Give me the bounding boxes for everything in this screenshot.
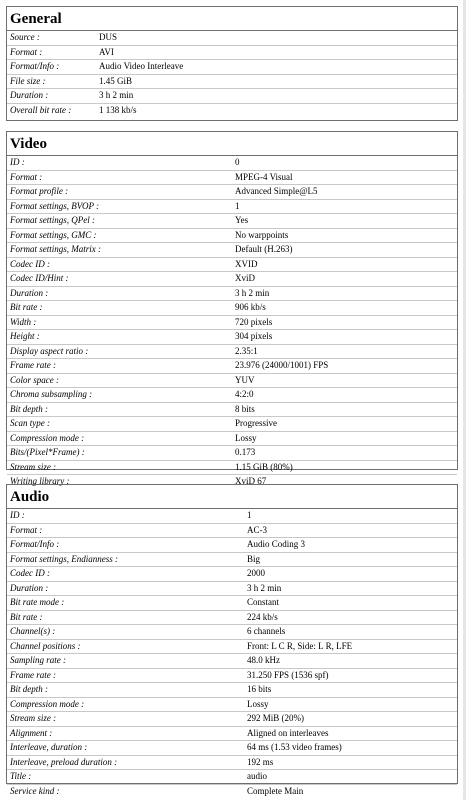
section-title-video: Video (7, 132, 457, 156)
table-row (7, 523, 457, 538)
table-row (7, 509, 457, 523)
table-row (7, 286, 457, 301)
field-value: Audio Video Interleave (96, 60, 457, 75)
table-row (7, 417, 457, 432)
field-value: 224 kb/s (244, 610, 457, 625)
field-value: Big (244, 552, 457, 567)
table-row (7, 552, 457, 567)
table-row (7, 170, 457, 185)
field-value: audio (244, 770, 457, 785)
table-row (7, 460, 457, 475)
field-value: Complete Main (247, 785, 304, 796)
field-label: Compression mode : (7, 431, 232, 446)
field-label: File size : (7, 74, 96, 89)
table-row (7, 581, 457, 596)
table-row (7, 243, 457, 258)
field-label: ID : (7, 509, 244, 523)
field-label: Height : (7, 330, 232, 345)
field-value: 3 h 2 min (96, 89, 457, 104)
field-label: Overall bit rate : (10, 104, 72, 115)
field-label: Title : (7, 770, 244, 785)
field-value: 0 (232, 156, 457, 170)
table-row (7, 610, 457, 625)
field-label: Stream size : (7, 712, 244, 727)
table-row (7, 373, 457, 388)
field-value: MPEG-4 Visual (232, 170, 457, 185)
field-label: Codec ID : (7, 567, 244, 582)
field-value: XviD 67 (235, 476, 267, 486)
field-value: Default (H.263) (232, 243, 457, 258)
field-value: 192 ms (244, 755, 457, 770)
table-row (7, 431, 457, 446)
table-row (7, 330, 457, 345)
general-section (6, 6, 458, 121)
field-label: Format settings, Endianness : (7, 552, 244, 567)
table-row (7, 784, 457, 798)
field-value: 1 138 kb/s (99, 104, 137, 115)
field-label: Format settings, GMC : (7, 228, 232, 243)
field-value: 292 MiB (20%) (244, 712, 457, 727)
table-row (7, 726, 457, 741)
table-row (7, 770, 457, 785)
field-label: Duration : (7, 286, 232, 301)
field-value: 48.0 kHz (244, 654, 457, 669)
field-value: 1 (244, 509, 457, 523)
field-value: 64 ms (1.53 video frames) (244, 741, 457, 756)
video-table (7, 156, 457, 489)
field-label: Chroma subsampling : (7, 388, 232, 403)
table-row (7, 228, 457, 243)
table-row (7, 103, 457, 117)
field-value: Aligned on interleaves (244, 726, 457, 741)
field-label: Format/Info : (7, 60, 96, 75)
table-row (7, 567, 457, 582)
table-row (7, 199, 457, 214)
field-label: Bit rate mode : (7, 596, 244, 611)
field-value: XviD (232, 272, 457, 287)
field-value: 1.45 GiB (96, 74, 457, 89)
field-label: Display aspect ratio : (7, 344, 232, 359)
field-label: Codec ID : (7, 257, 232, 272)
field-value: AC-3 (244, 523, 457, 538)
field-label: Stream size : (7, 460, 232, 475)
table-row (7, 741, 457, 756)
field-value: No warppoints (232, 228, 457, 243)
field-value: Lossy (232, 431, 457, 446)
field-label: Color space : (7, 373, 232, 388)
table-row (7, 31, 457, 45)
table-row (7, 60, 457, 75)
field-value: Yes (232, 214, 457, 229)
table-row (7, 596, 457, 611)
field-label: Frame rate : (7, 359, 232, 374)
table-row (7, 344, 457, 359)
field-value: Audio Coding 3 (244, 538, 457, 553)
field-value: 23.976 (24000/1001) FPS (232, 359, 457, 374)
field-value: YUV (232, 373, 457, 388)
field-label: Bit rate : (7, 610, 244, 625)
field-value: DUS (96, 31, 457, 45)
field-label: Interleave, preload duration : (7, 755, 244, 770)
table-row (7, 74, 457, 89)
table-row (7, 301, 457, 316)
field-value: Front: L C R, Side: L R, LFE (244, 639, 457, 654)
table-row (7, 755, 457, 770)
table-row (7, 359, 457, 374)
table-row (7, 214, 457, 229)
table-row (7, 156, 457, 170)
field-value: 0.173 (232, 446, 457, 461)
field-value: 1.15 GiB (80%) (232, 460, 457, 475)
field-value: 31.250 FPS (1536 spf) (244, 668, 457, 683)
field-label: Format settings, QPel : (7, 214, 232, 229)
field-value: Lossy (244, 697, 457, 712)
video-section (6, 131, 458, 486)
field-value: 720 pixels (232, 315, 457, 330)
field-label: Bit depth : (7, 683, 244, 698)
field-value: 3 h 2 min (232, 286, 457, 301)
table-row (7, 538, 457, 553)
field-value: 3 h 2 min (244, 581, 457, 596)
field-label: Duration : (7, 581, 244, 596)
field-label: Source : (7, 31, 96, 45)
field-value: Progressive (232, 417, 457, 432)
field-value: 304 pixels (232, 330, 457, 345)
field-label: Codec ID/Hint : (7, 272, 232, 287)
table-row (7, 712, 457, 727)
field-label: Format profile : (7, 185, 232, 200)
section-title-general: General (7, 7, 457, 31)
table-row (7, 388, 457, 403)
field-value: AVI (96, 45, 457, 60)
table-row (7, 89, 457, 104)
field-label: Alignment : (7, 726, 244, 741)
table-row (7, 45, 457, 60)
field-value: Advanced Simple@L5 (232, 185, 457, 200)
audio-table (7, 509, 457, 798)
field-label: Bits/(Pixel*Frame) : (7, 446, 232, 461)
field-label: Format settings, BVOP : (7, 199, 232, 214)
field-value: 906 kb/s (232, 301, 457, 316)
table-row (7, 402, 457, 417)
audio-section (6, 484, 458, 796)
field-label: Sampling rate : (7, 654, 244, 669)
field-label: Service kind : (10, 785, 60, 796)
table-row (7, 697, 457, 712)
field-label: Frame rate : (7, 668, 244, 683)
field-label: Width : (7, 315, 232, 330)
field-label: Format : (7, 45, 96, 60)
field-label: Format/Info : (7, 538, 244, 553)
table-row (7, 668, 457, 683)
field-value: 1 (232, 199, 457, 214)
table-row (7, 446, 457, 461)
general-table (7, 31, 457, 117)
table-row (7, 639, 457, 654)
field-label: Duration : (7, 89, 96, 104)
field-label: Channel(s) : (7, 625, 244, 640)
field-label: Bit rate : (7, 301, 232, 316)
field-value: Constant (244, 596, 457, 611)
field-label: Format : (7, 523, 244, 538)
field-value: 16 bits (244, 683, 457, 698)
field-label: Compression mode : (7, 697, 244, 712)
field-value: 2000 (244, 567, 457, 582)
table-row (7, 315, 457, 330)
field-label: Channel positions : (7, 639, 244, 654)
table-row (7, 257, 457, 272)
field-label: Writing library : (10, 476, 70, 486)
field-label: Format : (7, 170, 232, 185)
field-label: ID : (7, 156, 232, 170)
table-row (7, 654, 457, 669)
table-row (7, 625, 457, 640)
table-row (7, 683, 457, 698)
field-value: 8 bits (232, 402, 457, 417)
field-label: Scan type : (7, 417, 232, 432)
field-value: 4:2:0 (232, 388, 457, 403)
field-value: 2.35:1 (232, 344, 457, 359)
field-value: XVID (232, 257, 457, 272)
field-value: 6 channels (244, 625, 457, 640)
field-label: Format settings, Matrix : (7, 243, 232, 258)
section-title-audio: Audio (7, 485, 457, 509)
field-label: Interleave, duration : (7, 741, 244, 756)
table-row (7, 185, 457, 200)
table-row (7, 272, 457, 287)
field-label: Bit depth : (7, 402, 232, 417)
